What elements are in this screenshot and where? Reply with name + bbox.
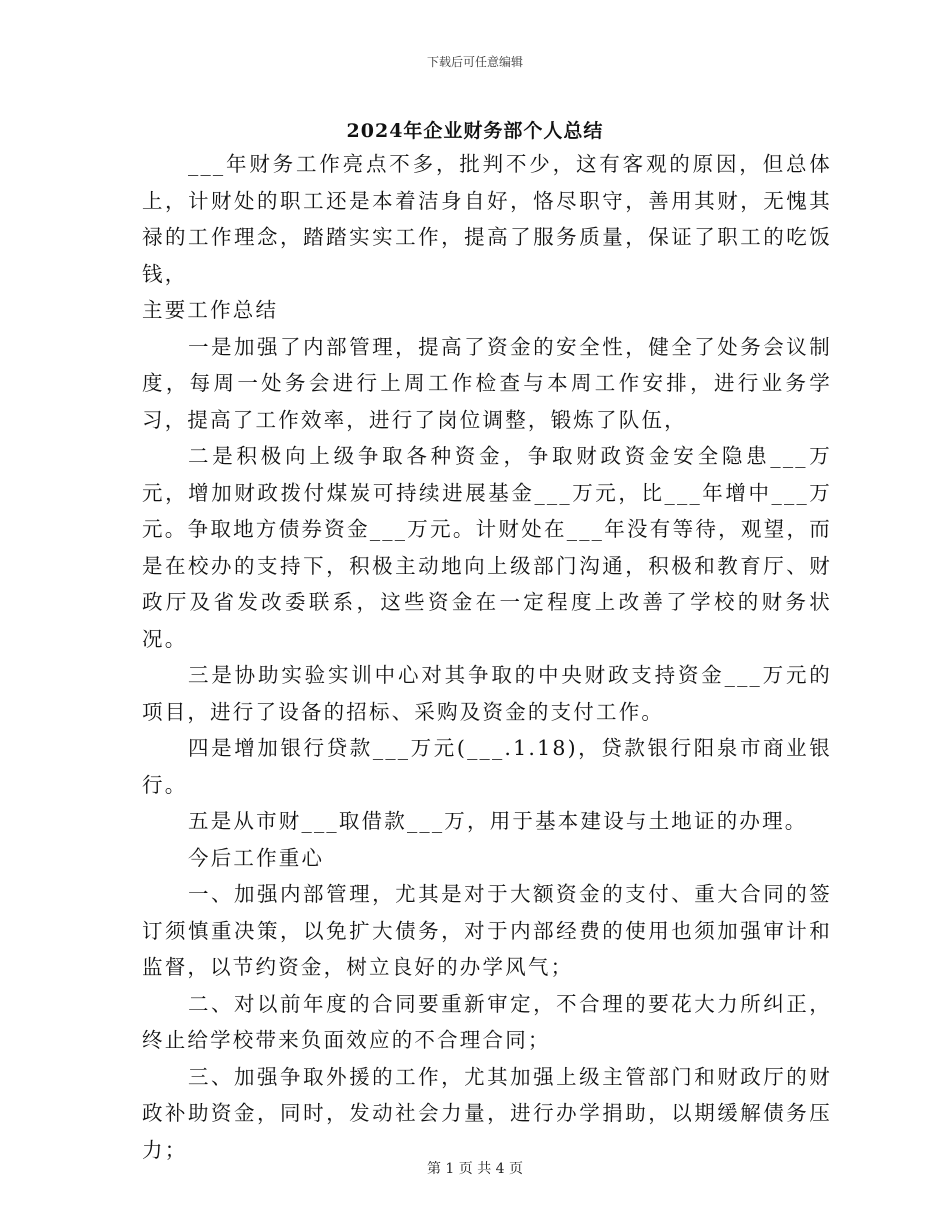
paragraph-item-1: 一是加强了内部管理，提高了资金的安全性，健全了处务会议制度，每周一处务会进行上周工作检查与本周工作安排，进行业务学习，提高了工作效率，进行了岗位调整，锻炼了队伍， — [142, 334, 832, 432]
paragraph-item-2: 二是积极向上级争取各种资金，争取财政资金安全隐患___万元，增加财政拨付煤炭可持续进展基金___万元，比___年增中___万元。争取地方债券资金___万元。计财处在___年没有等待，观望，而是在校办的支持下，积极主动地向上级部门沟通，积极和教育厅、财政厅及省发改委联系，这些资金在一定程度上改善了学校的财务状况。 — [142, 444, 832, 651]
section-heading-focus: 今后工作重心 — [188, 845, 325, 870]
paragraph-focus-3: 三、加强争取外援的工作，尤其加强上级主管部门和财政厅的财政补助资金，同时，发动社会力量，进行办学捐助，以期缓解债务压力； — [142, 1064, 832, 1162]
paragraph-item-4: 四是增加银行贷款___万元(___.1.18)，贷款银行阳泉市商业银行。 — [142, 736, 832, 797]
document-title: 2024年企业财务部个人总结 — [346, 120, 604, 142]
page-number: 第 1 页 共 4 页 — [426, 1161, 524, 1177]
document-body — [142, 146, 832, 1168]
section-heading-summary: 主要工作总结 — [142, 298, 279, 322]
paragraph-focus-1: 一、加强内部管理，尤其是对于大额资金的支付、重大合同的签订须慎重决策，以免扩大债务，对于内部经费的使用也须加强审计和监督，以节约资金，树立良好的办学风气； — [142, 882, 832, 979]
paragraph-focus-2: 二、对以前年度的合同要重新审定，不合理的要花大力所纠正，终止给学校带来负面效应的不合理合同； — [142, 991, 832, 1052]
paragraph-intro: ___年财务工作亮点不多，批判不少，这有客观的原因，但总体上，计财处的职工还是本着洁身自好，恪尽职守，善用其财，无愧其禄的工作理念，踏踏实实工作，提高了服务质量，保证了职工的吃饭钱， — [142, 152, 832, 286]
page-header-note: 下载后可任意编辑 — [426, 55, 523, 69]
paragraph-item-5: 五是从市财___取借款___万，用于基本建设与土地证的办理。 — [188, 809, 808, 833]
paragraph-item-3: 三是协助实验实训中心对其争取的中央财政支持资金___万元的项目，进行了设备的招标、采购及资金的支付工作。 — [142, 663, 832, 724]
